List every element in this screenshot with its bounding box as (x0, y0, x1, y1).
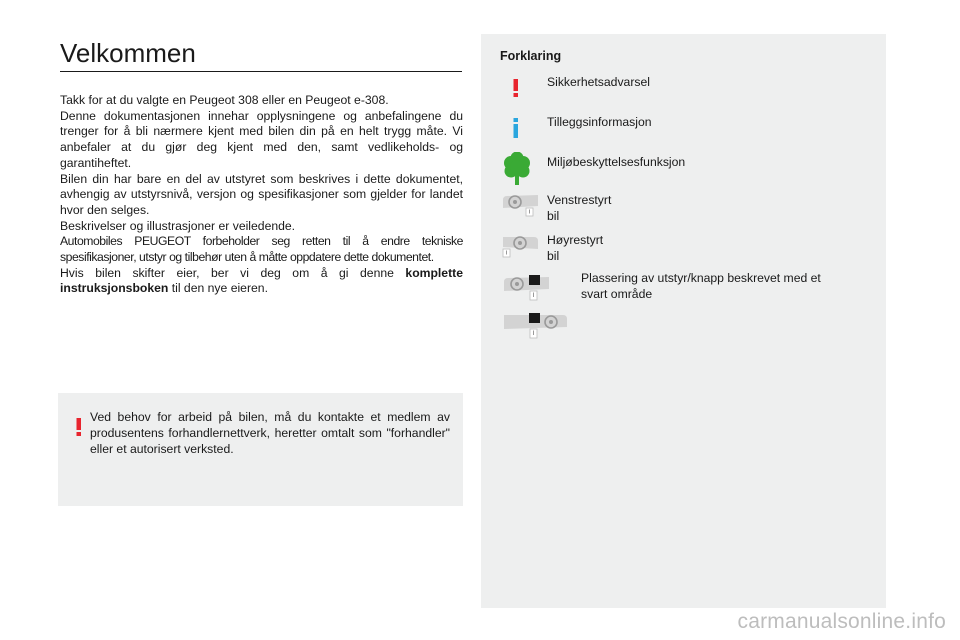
dealer-notice-box (58, 393, 463, 506)
rhd-dashboard-icon (501, 235, 541, 259)
warning-icon (76, 418, 82, 436)
owner-change-text-end: til den nye eieren. (168, 281, 268, 296)
intro-paragraph: Automobiles PEUGEOT forbeholder seg retten til å endre tekniske spesifikasjoner, utstyr og tilbehør uten å måtte oppdatere dette dokumentet. (60, 234, 463, 265)
owner-change-text: Hvis bilen skifter eier, ber vi deg om å gi denne (60, 265, 406, 280)
legend-label: Sikkerhetsadvarsel (547, 75, 650, 89)
legend-label: Tilleggsinformasjon (547, 115, 652, 129)
title-divider (60, 71, 462, 72)
equipment-location-icon (501, 273, 553, 303)
intro-paragraph: Beskrivelser og illustrasjoner er veiledende. (60, 218, 296, 233)
intro-text (60, 93, 463, 297)
legend-title: Forklaring (500, 49, 562, 63)
watermark: carmanualsonline.info (737, 610, 946, 633)
intro-paragraph: Takk for at du valgte en Peugeot 308 eller en Peugeot e-308. (60, 93, 389, 107)
intro-paragraph (60, 266, 463, 297)
intro-paragraph: Denne dokumentasjonen innehar opplysningene og anbefalingene du trenger for å bli nærmere kjent med bilen din på en helt trygg måte. Vi anbefaler at du gjør deg kjent med den, samt vedlikeholds- og garantiheftet. (60, 108, 463, 170)
page-title: Velkommen (60, 38, 196, 68)
warning-icon (513, 79, 519, 97)
legend-label: Venstrestyrt bil (547, 193, 612, 223)
info-icon (513, 118, 519, 138)
dealer-notice-text: Ved behov for arbeid på bilen, må du kontakte et medlem av produsentens forhandlernettverk, heretter omtalt som "forhandler" eller et autorisert verksted. (90, 410, 450, 456)
complete-manual-emphasis: komplette instruksjonsboken (60, 265, 463, 296)
equipment-location-rhd-icon (501, 311, 569, 341)
lhd-dashboard-icon (501, 194, 541, 218)
legend-label: Høyrestyrt bil (547, 233, 604, 263)
legend-label: Plassering av utstyr/knapp beskrevet med et svart område (581, 271, 821, 301)
tree-icon (502, 152, 532, 186)
legend-label: Miljøbeskyttelsesfunksjon (547, 155, 686, 169)
legend-panel (481, 34, 886, 608)
intro-paragraph: Bilen din har bare en del av utstyret som beskrives i dette dokumentet, avhengig av utstyrsnivå, versjon og spesifikasjoner som gjelder for landet hvor den selges. (60, 171, 463, 217)
